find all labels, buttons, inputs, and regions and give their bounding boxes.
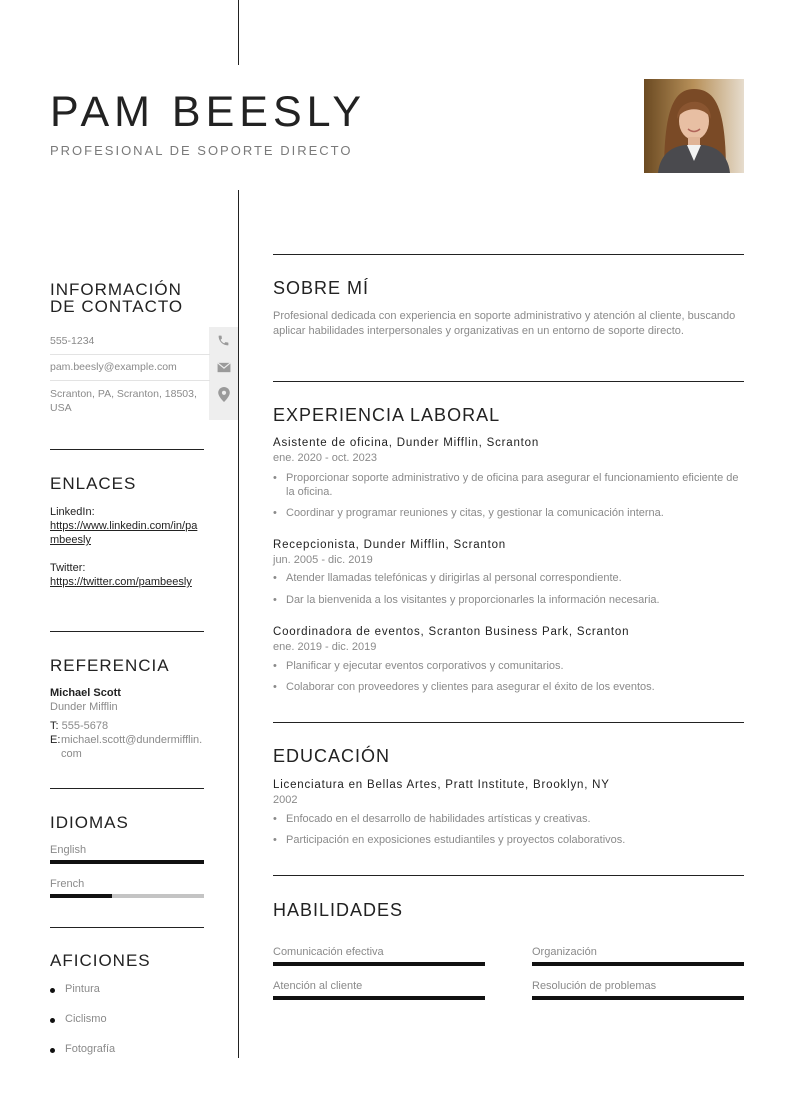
skill-bar <box>273 962 485 966</box>
education-heading: EDUCACIÓN <box>273 746 391 766</box>
phone-icon <box>209 327 238 354</box>
bullet-dot-icon <box>50 988 55 993</box>
section-divider <box>50 631 204 632</box>
job-dates: ene. 2019 - dic. 2019 <box>273 641 377 653</box>
section-divider <box>273 254 744 255</box>
reference-phone <box>50 719 210 733</box>
section-divider <box>50 927 204 928</box>
job-dates: jun. 2005 - dic. 2019 <box>273 554 373 566</box>
contact-address: Scranton, PA, Scranton, 18503, USA <box>50 388 197 414</box>
skill-bar-fill <box>273 996 485 1000</box>
job-bullet-text: Coordinar y programar reuniones y citas, y gestionar la comunicación interna. <box>286 507 664 519</box>
top-divider-line <box>238 0 239 65</box>
skill-label: Comunicación efectiva <box>273 946 384 958</box>
contact-heading-line2: DE CONTACTO <box>50 297 184 316</box>
languages-heading: IDIOMAS <box>50 813 129 832</box>
reference-email-label: E: <box>50 734 61 746</box>
reference-heading: REFERENCIA <box>50 656 170 675</box>
section-divider <box>273 722 744 723</box>
skill-bar-fill <box>273 962 485 966</box>
education-year: 2002 <box>273 794 298 806</box>
hobby-label: Pintura <box>65 983 100 995</box>
language-english-label: English <box>50 844 87 856</box>
skill-bar-fill <box>532 962 744 966</box>
about-heading: SOBRE MÍ <box>273 278 370 298</box>
contact-separator <box>50 380 210 381</box>
contact-heading <box>50 281 183 315</box>
job-bullet-text: Planificar y ejecutar eventos corporativos y comunitarios. <box>286 660 564 672</box>
skill-label: Atención al cliente <box>273 980 363 992</box>
profile-photo <box>644 79 744 173</box>
skill-bar-fill <box>532 996 744 1000</box>
reference-company: Dunder Mifflin <box>50 701 118 713</box>
reference-email-value[interactable]: michael.scott@dundermifflin.com <box>61 734 203 760</box>
candidate-subtitle: PROFESIONAL DE SOPORTE DIRECTO <box>50 143 353 158</box>
job-title: Recepcionista, Dunder Mifflin, Scranton <box>273 539 506 551</box>
twitter-link[interactable]: https://twitter.com/pambeesly <box>50 576 192 588</box>
skill-bar <box>532 962 744 966</box>
education-bullet-text: Enfocado en el desarrollo de habilidades artísticas y creativas. <box>286 813 591 825</box>
job-title: Asistente de oficina, Dunder Mifflin, Scranton <box>273 437 540 449</box>
job-dates: ene. 2020 - oct. 2023 <box>273 452 377 464</box>
education-title: Licenciatura en Bellas Artes, Pratt Institute, Brooklyn, NY <box>273 779 610 791</box>
hobbies-heading: AFICIONES <box>50 951 151 970</box>
column-divider-line <box>238 190 239 1058</box>
job-bullet: • Dar la bienvenida a los visitantes y proporcionarles la información necesaria. <box>273 594 660 606</box>
twitter-label: Twitter: <box>50 562 86 574</box>
job-bullet-text: Atender llamadas telefónicas y dirigirlas al personal correspondiente. <box>286 572 622 584</box>
job-bullet-text: Proporcionar soporte administrativo y de oficina para asegurar el funcionamiento eficiente de la oficina. <box>286 472 739 498</box>
skill-label: Organización <box>532 946 597 958</box>
job-bullet: • Colaborar con proveedores y clientes para asegurar el éxito de los eventos. <box>273 681 655 693</box>
linkedin-label: LinkedIn: <box>50 506 95 518</box>
contact-heading-line1: INFORMACIÓN <box>50 280 182 299</box>
linkedin-link[interactable]: https://www.linkedin.com/in/pambeesly <box>50 520 198 546</box>
education-bullet: • Enfocado en el desarrollo de habilidades artísticas y creativas. <box>273 813 591 825</box>
links-heading: ENLACES <box>50 474 137 493</box>
contact-email[interactable]: pam.beesly@example.com <box>50 361 177 373</box>
reference-phone-label: T: <box>50 720 59 732</box>
skill-bar <box>273 996 485 1000</box>
section-divider <box>50 449 204 450</box>
job-bullet: • Coordinar y programar reuniones y citas, y gestionar la comunicación interna. <box>273 507 664 519</box>
contact-phone: 555-1234 <box>50 335 95 347</box>
bullet-dot-icon <box>50 1018 55 1023</box>
skill-bar <box>532 996 744 1000</box>
language-french-bar <box>50 894 204 898</box>
section-divider <box>50 788 204 789</box>
skill-label: Resolución de problemas <box>532 980 657 992</box>
language-english-bar-fill <box>50 860 204 864</box>
job-bullet-text: Colaborar con proveedores y clientes para asegurar el éxito de los eventos. <box>286 681 655 693</box>
hobby-label: Fotografía <box>65 1043 116 1055</box>
contact-separator <box>50 354 210 355</box>
education-bullet-text: Participación en exposiciones estudiantiles y proyectos colaborativos. <box>286 834 626 846</box>
language-english-bar <box>50 860 204 864</box>
job-title: Coordinadora de eventos, Scranton Business Park, Scranton <box>273 626 630 638</box>
candidate-name: PAM BEESLY <box>50 88 367 136</box>
section-divider <box>273 381 744 382</box>
reference-name: Michael Scott <box>50 687 121 699</box>
location-pin-icon <box>209 381 238 408</box>
envelope-icon <box>209 354 238 381</box>
experience-heading: EXPERIENCIA LABORAL <box>273 405 501 425</box>
job-bullet: • Atender llamadas telefónicas y dirigirlas al personal correspondiente. <box>273 572 622 584</box>
language-french-label: French <box>50 878 85 890</box>
hobby-label: Ciclismo <box>65 1013 107 1025</box>
job-bullet: • Planificar y ejecutar eventos corporativos y comunitarios. <box>273 660 564 672</box>
education-bullet: • Participación en exposiciones estudiantiles y proyectos colaborativos. <box>273 834 626 846</box>
skills-heading: HABILIDADES <box>273 900 404 920</box>
language-french-bar-fill <box>50 894 112 898</box>
job-bullet-text: Dar la bienvenida a los visitantes y proporcionarles la información necesaria. <box>286 594 660 606</box>
bullet-dot-icon <box>50 1048 55 1053</box>
section-divider <box>273 875 744 876</box>
reference-phone-value: 555-5678 <box>61 720 109 732</box>
about-text: Profesional dedicada con experiencia en soporte administrativo y atención al cliente, buscando aplicar habilidades interpersonales y organizativas en un entorno de soporte directo. <box>273 310 736 337</box>
job-bullet: • Proporcionar soporte administrativo y de oficina para asegurar el funcionamiento eficiente de la oficina. <box>273 472 739 498</box>
